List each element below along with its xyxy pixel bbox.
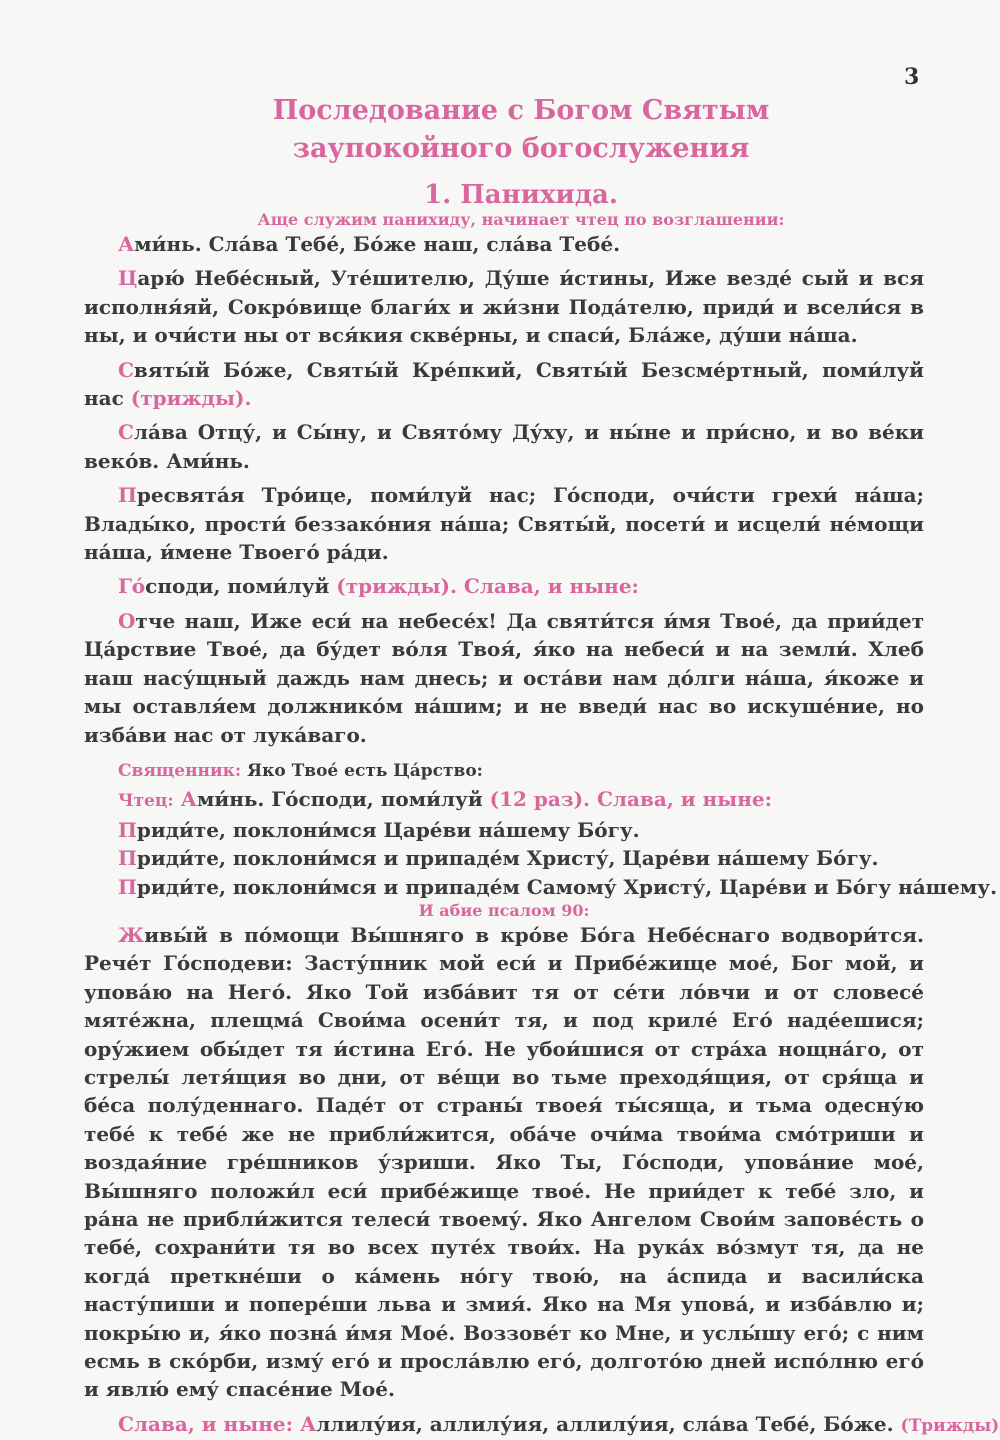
drop-letter: С — [118, 357, 134, 382]
reader-text: ми́нь. Го́споди, поми́луй — [196, 787, 490, 812]
prayer-holy-trinity — [84, 481, 924, 566]
drop-letter: С — [118, 420, 134, 445]
come-line-3 — [118, 873, 998, 901]
speaker-label: Священник: — [118, 760, 242, 781]
prayer-text: ми́нь. Сла́ва Тебе́, Бо́же наш, сла́ва Тебе́. — [134, 232, 621, 256]
prayer-list — [84, 230, 1000, 1440]
title-line-2: заупокойного богослужения — [292, 133, 750, 164]
opening-rubric: Аще служим панихиду, начинает чтец по возглашении: — [257, 210, 785, 229]
prayer-text: ́споди, поми́луй — [145, 574, 337, 599]
page-content — [84, 92, 1000, 1440]
rubric-inline: (трижды). — [123, 386, 252, 411]
drop-letter: Ц — [118, 266, 138, 291]
rubric-inline: (12 раз). Слава, и ныне: — [489, 787, 772, 812]
drop-letter: П — [118, 874, 137, 899]
prayer-trisagion — [84, 356, 924, 413]
closing-text: ллилу́ия, аллилу́ия, аллилу́ия, сла́ва Тебе́, Бо́же. — [316, 1411, 901, 1436]
psalm-text: ивы́й в по́мощи Вы́шняго в кро́ве Бо́га Небе́снаго водвори́тся. Рече́т Го́сподеви: Засту́пник мой еси́ и Прибе́жище мое́, Бог мой, и упова́ю на Него́. Яко Той изба́вит тя от се́ти ло́вчи и от словесе́ мяте́жна, плещма́ Свои́ма осени́т тя, и под криле́ Его́ наде́ешися; ору́жием обы́дет тя и́стина Его́. Не убои́шися от стра́ха нощна́го, от стрелы́ летя́щия во дни, от ве́щи во тьме преходя́щия, от сря́ща и бе́са полу́деннаго. Паде́т от страны́ твоея́ ты́сяща, и тьма одесну́ю тебе́ к тебе́ же не прибли́жится, оба́че очи́ма твои́ма смо́триши и воздая́ние гре́шников у́зриши. Яко Ты, Го́споди, упова́ние мое́, Вы́шняго положи́л еси́ прибе́жище твое́. Не прии́дет к тебе́ зло, и ра́на не прибли́жится телеси́ твоему́. Яко Ангелом Свои́м запове́сть о тебе́, сохрани́ти тя во всех путе́х твои́х. На рука́х во́змут тя, да не когда́ преткне́ши о ка́мень но́гу твою́, на а́спида и васили́ска насту́пиши и попере́ши льва и змия́. Яко на Мя упова́, и изба́влю и; покры́ю и, я́ко позна́ и́мя Мое́. Воззове́т ко Мне, и услы́шу его́; с ним есмь в ско́рби, изму́ его́ и просла́влю его́, долгото́ю дней испо́лню его́ и явлю́ ему́ спасе́ние Мое́. — [84, 922, 924, 1402]
rubric-inline: (трижды). Слава, и ныне: — [336, 574, 639, 599]
drop-letter: О — [118, 608, 136, 633]
drop-letter: Ж — [118, 922, 145, 947]
psalm-rubric: И абие псалом 90: — [418, 900, 590, 920]
priest-line — [118, 755, 924, 785]
drop-letter: П — [118, 483, 137, 508]
come-line-2 — [118, 844, 924, 872]
prayer-lord-have-mercy — [118, 572, 924, 600]
prayer-text: вяты́й Бо́же, Святы́й Кре́пкий, Святы́й Безсме́ртный, поми́луй нас — [84, 357, 924, 411]
rubric-inline: Слава, и ныне: — [118, 1411, 293, 1436]
prayer-text: тче наш, Иже еси́ на небесе́х! Да святи́тся и́мя Твое́, да прии́дет Ца́рствие Твое́, да бу́дет во́ля Твоя́, я́ко на небеси́ и на земли́. Хлеб наш насу́щный даждь нам днесь; и оста́ви нам до́лги на́ша, я́коже и мы оставля́ем должнико́м на́шим; и не введи́ нас во искуше́ние, но изба́ви нас от лука́ваго. — [84, 608, 924, 747]
come-text: риди́те, поклони́мся Царе́ви на́шему Бо́гу. — [136, 817, 640, 842]
drop-letter: А — [118, 232, 135, 256]
drop-letter: А — [293, 1411, 317, 1436]
section-title: 1. Панихида. — [424, 180, 618, 210]
come-line-1 — [118, 816, 924, 844]
come-text: риди́те, поклони́мся и припаде́м Христу́, Царе́ви на́шему Бо́гу. — [136, 846, 879, 871]
prayer-text: ресвята́я Тро́ице, поми́луй нас; Го́споди, очи́сти грехи́ на́ша; Влады́ко, прости́ беззако́ния на́ша; Святы́й, посети́ и исцели́ не́мощи на́ша, и́мене Твоего́ ра́ди. — [84, 483, 924, 565]
come-text: риди́те, поклони́мся и припаде́м Самому́ Христу́, Царе́ви и Бо́гу на́шему. — [136, 874, 998, 899]
page-number: 3 — [904, 64, 920, 90]
reader-line — [118, 785, 924, 815]
prayer-our-father — [84, 607, 924, 749]
prayer-amen — [118, 230, 924, 258]
psalm-90 — [84, 921, 924, 1404]
prayer-text: ла́ва Отцу́, и Сы́ну, и Свято́му Ду́ху, и ны́не и при́сно, и во ве́ки веко́в. Ами́нь. — [84, 420, 924, 473]
speaker-label: Чтец: — [118, 791, 174, 812]
drop-letter: А — [173, 787, 197, 812]
prayer-glory — [84, 418, 924, 475]
prayer-text: арю́ Небе́сный, Уте́шителю, Ду́ше и́стины, Иже везде́ сый и вся исполня́яй, Сокро́вище благи́х и жи́зни Пода́телю, приди́ и всели́ся в ны, и очи́сти ны от вся́кия скве́рны, и спаси́, Бла́же, ду́ши на́ша. — [84, 266, 924, 348]
title-line-1: Последование с Богом Святым — [272, 95, 770, 126]
drop-letter: П — [118, 817, 137, 842]
page-title — [118, 92, 924, 168]
closing-line — [118, 1410, 1000, 1440]
drop-letter: П — [118, 846, 137, 871]
priest-text: Яко Твое́ есть Ца́рство: — [241, 760, 483, 781]
rubric-inline: (Трижды) — [900, 1415, 1000, 1436]
drop-letter: Го — [118, 574, 146, 599]
prayer-heavenly-king — [84, 264, 924, 349]
